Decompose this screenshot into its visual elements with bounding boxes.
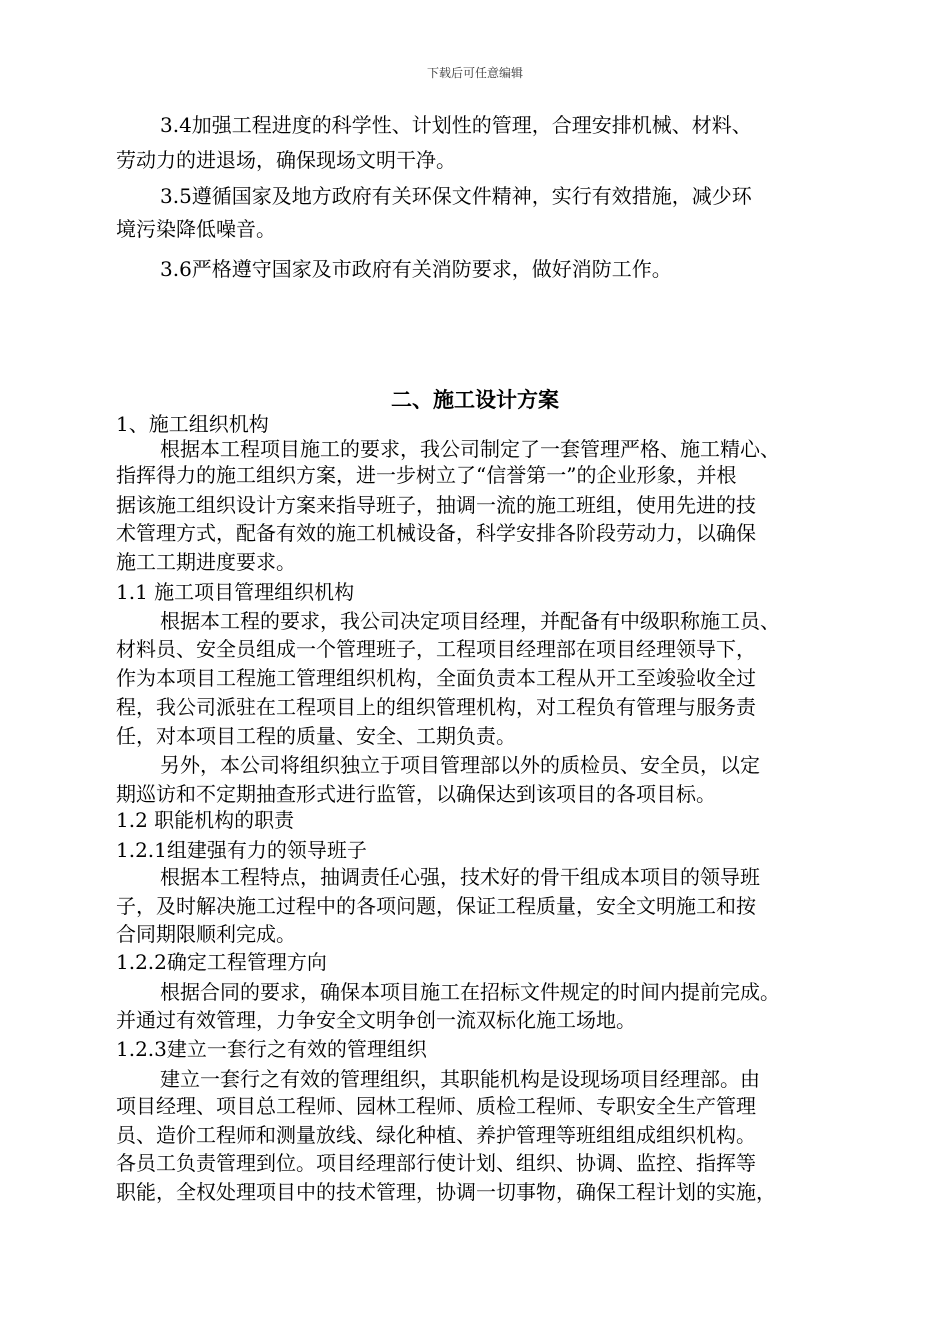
paragraph-line: 3.4加强工程进度的科学性、计划性的管理，合理安排机械、材料、 (160, 113, 752, 137)
paragraph-line: 指挥得力的施工组织方案，进一步树立了“信誉第一”的企业形象，并根 (116, 463, 737, 487)
paragraph-line: 职能，全权处理项目中的技术管理，协调一切事物，确保工程计划的实施， (116, 1180, 776, 1204)
paragraph-line: 根据本工程特点，抽调责任心强，技术好的骨干组成本项目的领导班 (160, 865, 760, 889)
paragraph-line: 施工工期进度要求。 (116, 550, 296, 574)
paragraph-line: 境污染降低噪音。 (116, 217, 276, 241)
paragraph-line: 员、造价工程师和测量放线、绿化种植、养护管理等班组组成组织机构。 (116, 1123, 756, 1147)
paragraph-line: 1.2.3建立一套行之有效的管理组织 (116, 1037, 427, 1061)
paragraph-line: 1.1 施工项目管理组织机构 (116, 580, 355, 604)
paragraph-line: 任，对本项目工程的质量、安全、工期负责。 (116, 724, 516, 748)
paragraph-line: 1.2.2确定工程管理方向 (116, 950, 327, 974)
paragraph-line: 根据合同的要求，确保本项目施工在招标文件规定的时间内提前完成。 (160, 980, 780, 1004)
paragraph-line: 并通过有效管理，力争安全文明争创一流双标化施工场地。 (116, 1008, 636, 1032)
paragraph-line: 1、施工组织机构 (116, 412, 269, 436)
paragraph-line: 作为本项目工程施工管理组织机构，全面负责本工程从开工至竣验收全过 (116, 666, 756, 690)
section-title: 二、施工设计方案 (391, 388, 559, 412)
paragraph-line: 材料员、安全员组成一个管理班子，工程项目经理部在项目经理领导下， (116, 637, 756, 661)
paragraph-line: 期巡访和不定期抽查形式进行监管，以确保达到该项目的各项目标。 (116, 782, 716, 806)
paragraph-line: 合同期限顺利完成。 (116, 922, 296, 946)
paragraph-line: 1.2.1组建强有力的领导班子 (116, 838, 367, 862)
paragraph-line: 另外，本公司将组织独立于项目管理部以外的质检员、安全员，以定 (160, 753, 760, 777)
paragraph-line: 根据本工程项目施工的要求，我公司制定了一套管理严格、施工精心、 (160, 437, 780, 461)
paragraph-line: 子，及时解决施工过程中的各项问题，保证工程质量，安全文明施工和按 (116, 894, 756, 918)
paragraph-line: 劳动力的进退场，确保现场文明干净。 (116, 148, 456, 172)
paragraph-line: 1.2 职能机构的职责 (116, 808, 295, 832)
paragraph-line: 各员工负责管理到位。项目经理部行使计划、组织、协调、监控、指挥等 (116, 1151, 756, 1175)
paragraph-line: 项目经理、项目总工程师、园林工程师、质检工程师、专职安全生产管理 (116, 1094, 756, 1118)
paragraph-line: 程，我公司派驻在工程项目上的组织管理机构，对工程负有管理与服务责 (116, 695, 756, 719)
paragraph-line: 建立一套行之有效的管理组织，其职能机构是设现场项目经理部。由 (160, 1067, 760, 1091)
paragraph-line: 据该施工组织设计方案来指导班子，抽调一流的施工班组，使用先进的技 (116, 493, 756, 517)
paragraph-line: 根据本工程的要求，我公司决定项目经理，并配备有中级职称施工员、 (160, 609, 780, 633)
paragraph-line: 3.5遵循国家及地方政府有关环保文件精神，实行有效措施，减少环 (160, 184, 752, 208)
header-note: 下载后可任意编辑 (426, 66, 523, 80)
paragraph-line: 术管理方式，配备有效的施工机械设备，科学安排各阶段劳动力，以确保 (116, 521, 756, 545)
paragraph-line: 3.6严格遵守国家及市政府有关消防要求，做好消防工作。 (160, 257, 672, 281)
